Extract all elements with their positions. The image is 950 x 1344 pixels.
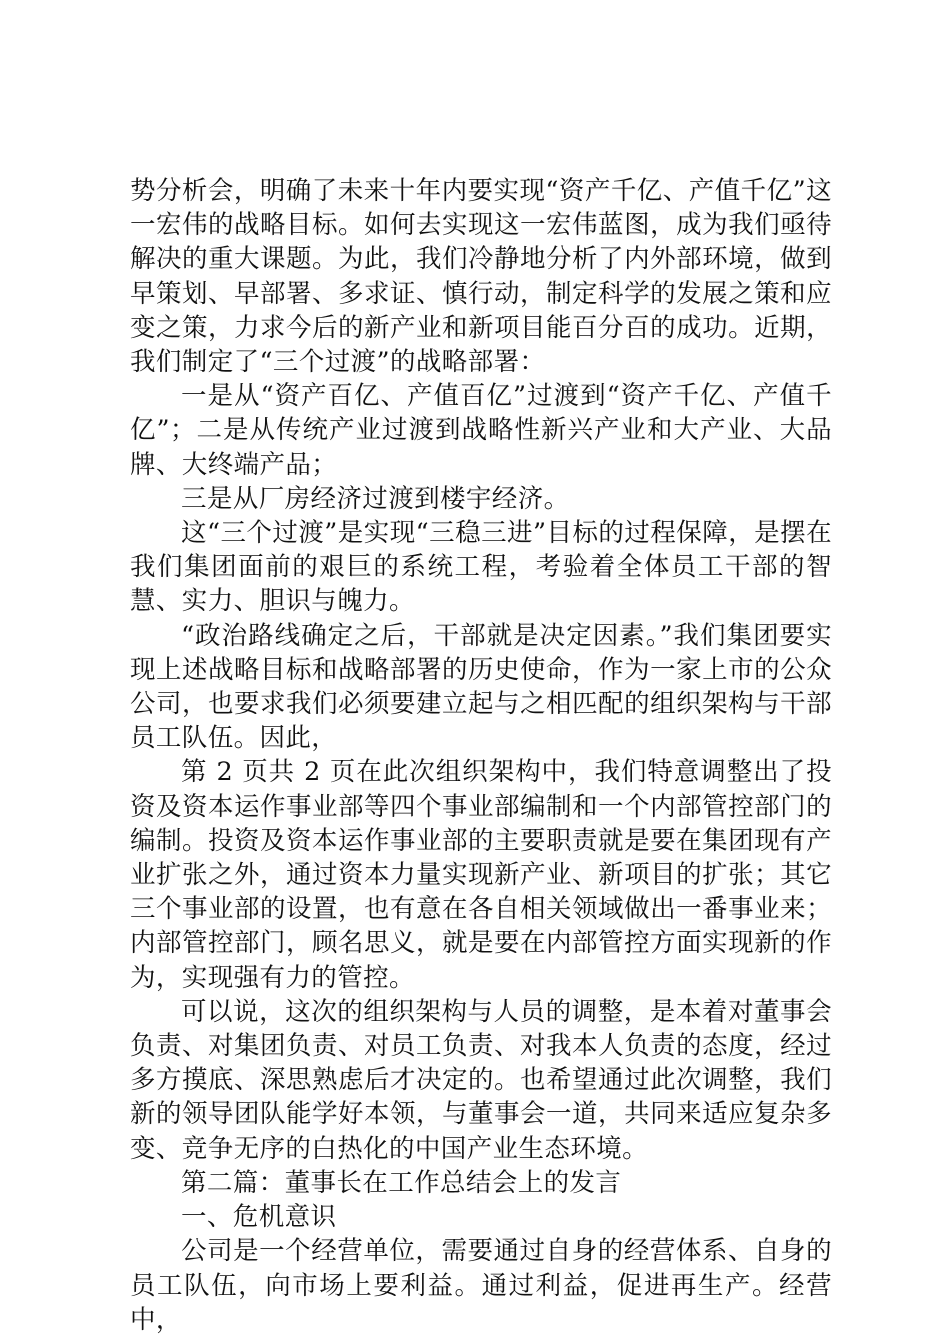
paragraph-7: 可以说，这次的组织架构与人员的调整，是本着对董事会负责、对集团负责、对员工负责、对我本人负责的态度，经过多方摸底、深思熟虑后才决定的。也希望通过此次调整，我们新的领导团队能学好本领，与董事会一道，共同来适应复杂多变、竞争无序的白热化的中国产业生态环境。 (130, 996, 832, 1164)
paragraph-6: 第 2 页共 2 页在此次组织架构中，我们特意调整出了投资及资本运作事业部等四个事业部编制和一个内部管控部门的编制。投资及资本运作事业部的主要职责就是要在集团现有产业扩张之外，通过资本力量实现新产业、新项目的扩张；其它三个事业部的设置，也有意在各自相关领域做出一番事业来；内部管控部门，顾名思义，就是要在内部管控方面实现新的作为，实现强有力的管控。 (130, 757, 832, 993)
paragraph-1: 势分析会，明确了未来十年内要实现“资产千亿、产值千亿”这一宏伟的战略目标。如何去实现这一宏伟蓝图，成为我们亟待解决的重大课题。为此，我们冷静地分析了内外部环境，做到早策划、早部署、多求证、慎行动，制定科学的发展之策和应变之策，力求今后的新产业和新项目能百分百的成功。近期，我们制定了“三个过渡”的战略部署： (130, 176, 832, 378)
paragraph-5: “政治路线确定之后，干部就是决定因素。”我们集团要实现上述战略目标和战略部署的历史使命，作为一家上市的公众公司，也要求我们必须要建立起与之相匹配的组织架构与干部员工队伍。因此， (130, 620, 832, 754)
paragraph-8: 公司是一个经营单位，需要通过自身的经营体系、自身的员工队伍，向市场上要利益。通过利益，促进再生产。经营中， (130, 1236, 832, 1335)
paragraph-2: 一是从“资产百亿、产值百亿”过渡到“资产千亿、产值千亿”；二是从传统产业过渡到战略性新兴产业和大产业、大品牌、大终端产品； (130, 381, 832, 480)
document-body (130, 174, 832, 1337)
paragraph-4: 这“三个过渡”是实现“三稳三进”目标的过程保障，是摆在我们集团面前的艰巨的系统工程，考验着全体员工干部的智慧、实力、胆识与魄力。 (130, 518, 832, 617)
section-heading: 第二篇：董事长在工作总结会上的发言 (181, 1167, 622, 1198)
paragraph-3: 三是从厂房经济过渡到楼宇经济。 (181, 483, 570, 514)
subsection-heading: 一、危机意识 (181, 1202, 337, 1233)
